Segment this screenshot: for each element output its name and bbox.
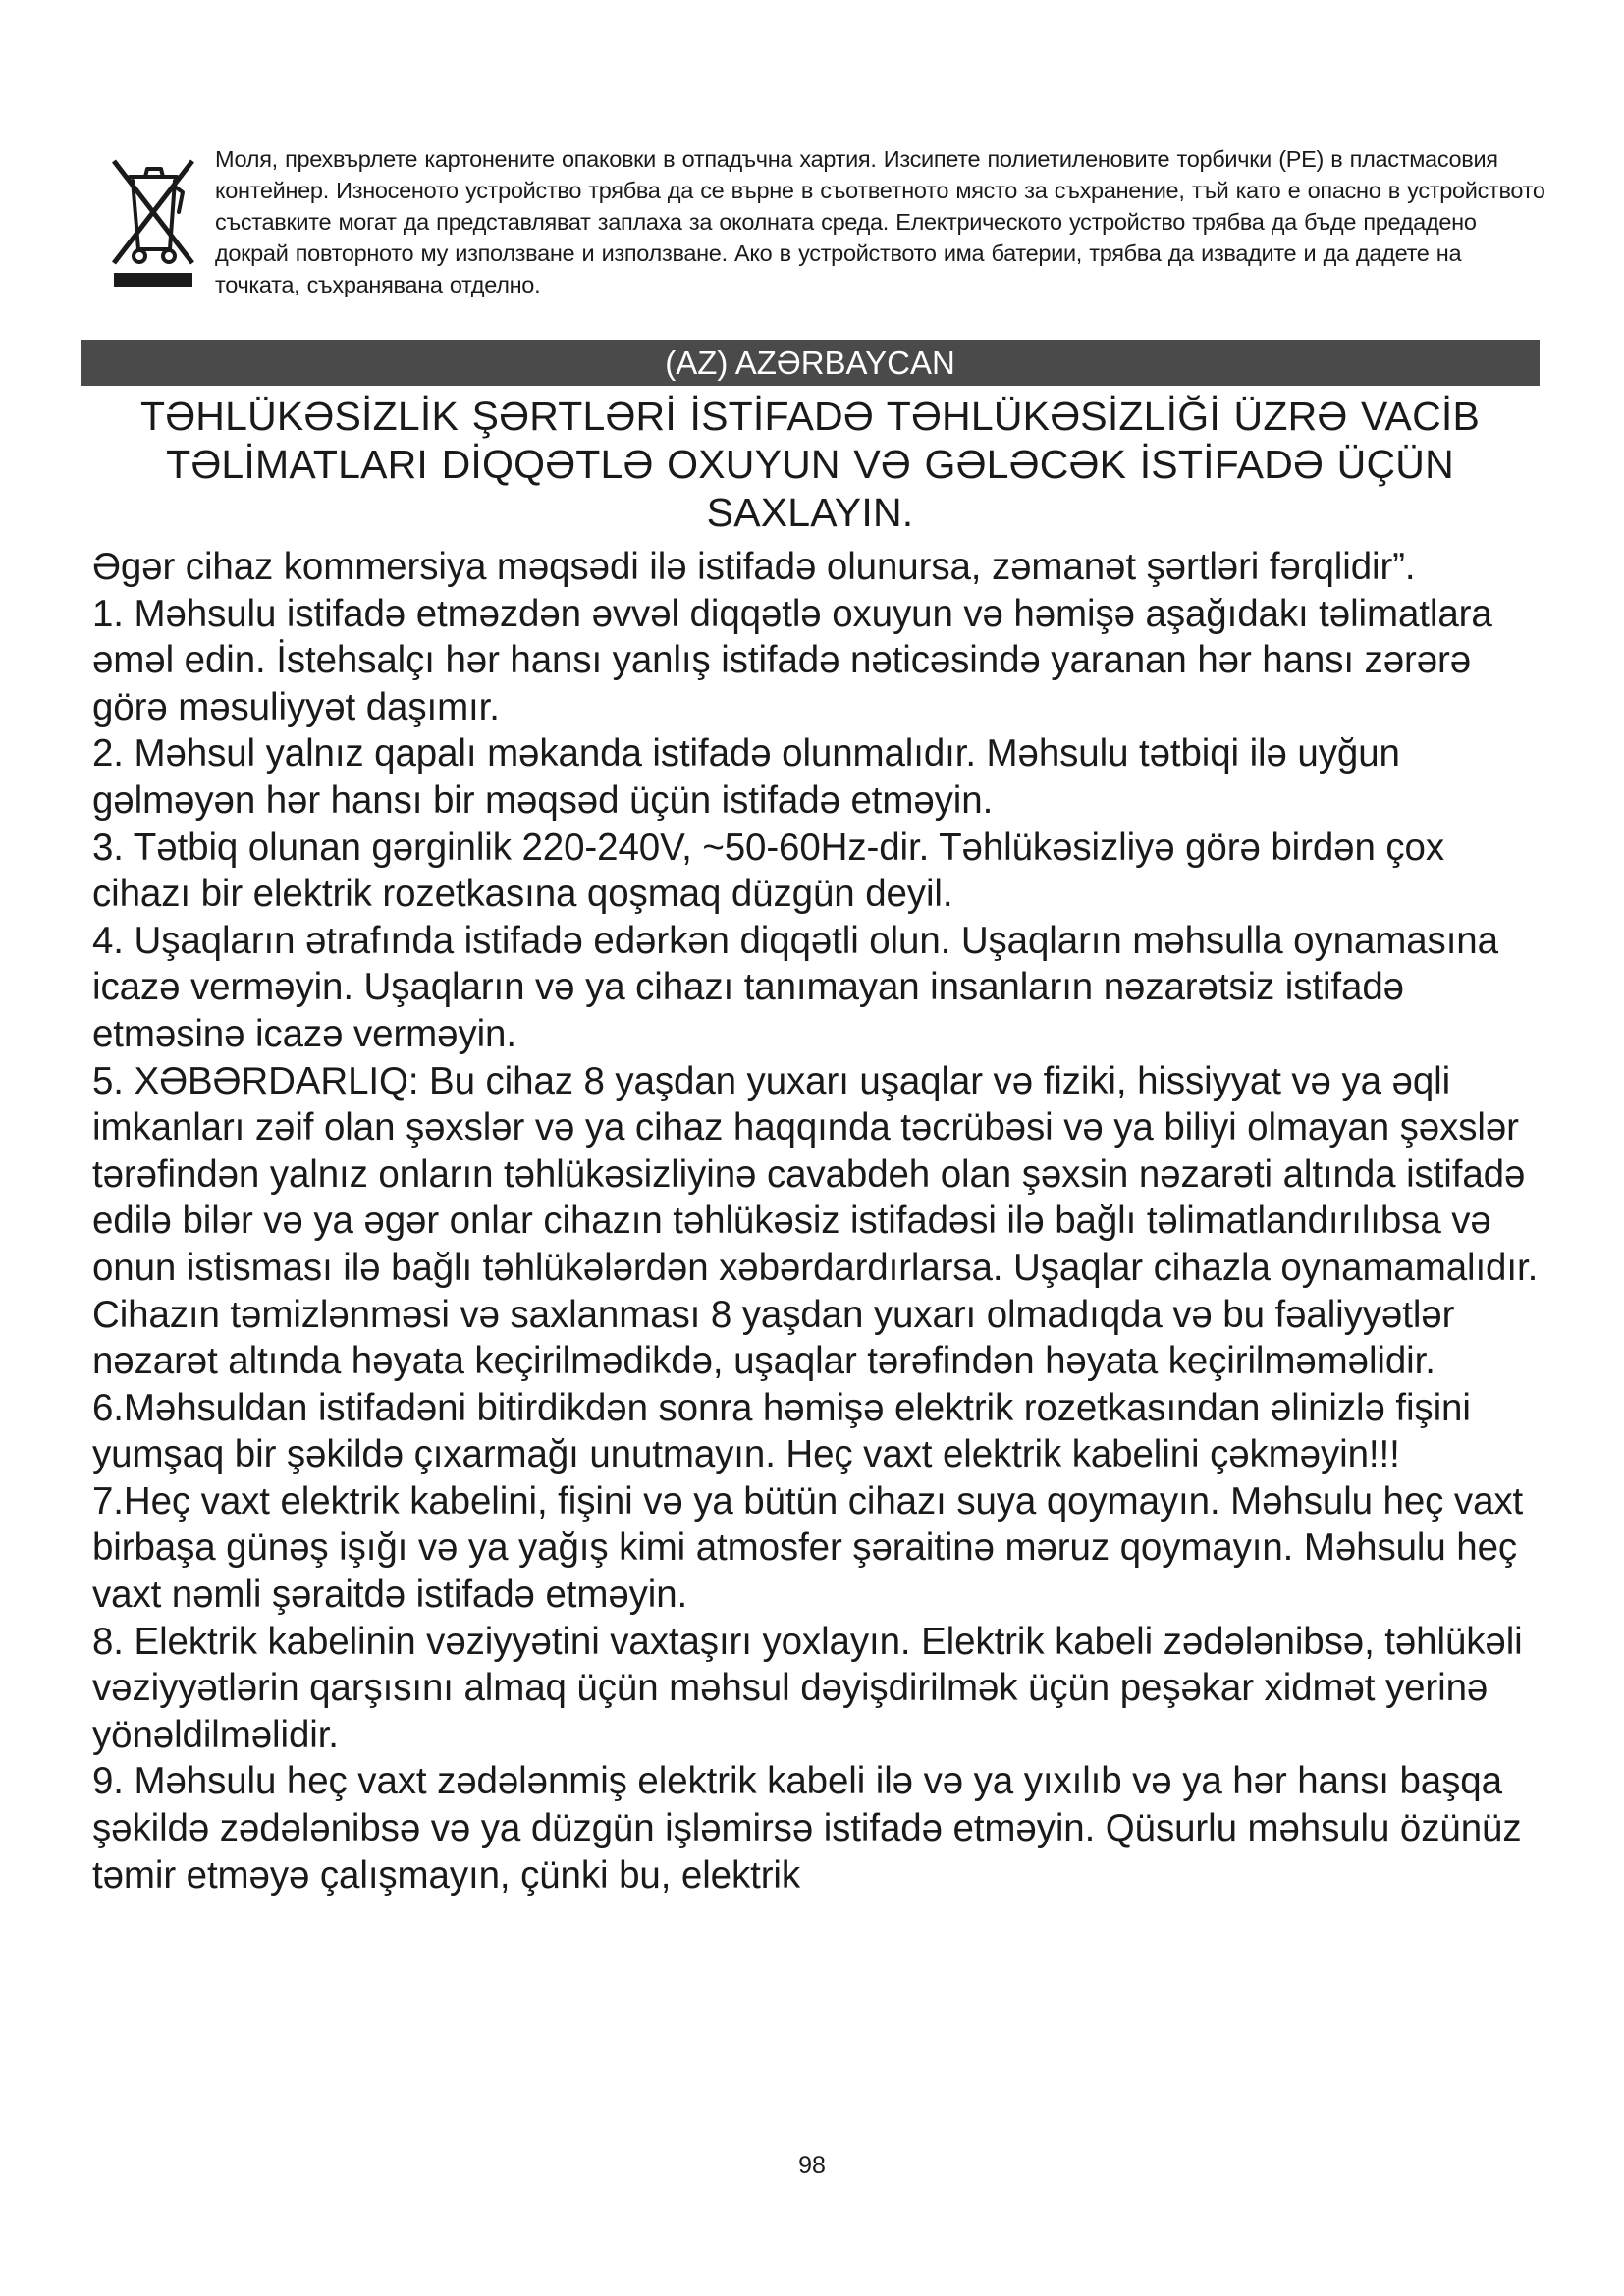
instruction-4: 4. Uşaqların ətrafında istifadə edərkən diqqətli olun. Uşaqların məhsulla oynamasına icazə verməyin. Uşaqların və ya cihazı tanımayan insanların nəzarətsiz istifadə etməsinə icazə verməyin.	[92, 919, 1498, 1055]
instruction-7: 7.Heç vaxt elektrik kabelini, fişini və ya bütün cihazı suya qoymayın. Məhsulu heç vaxt birbaşa günəş işığı və ya yağış kimi atmosfer şəraitinə məruz qoymayın. Məhsulu heç vaxt nəmli şəraitdə istifadə etməyin.	[92, 1479, 1524, 1617]
page-number: 98	[798, 2152, 826, 2179]
instruction-9: 9. Məhsulu heç vaxt zədələnmiş elektrik kabeli ilə və ya yıxılıb və ya hər hansı başqa şəkildə zədələnibsə və ya düzgün işləmirsə istifadə etməyin. Qüsurlu məhsulu özünüz təmir etməyə çalışmayın, çünki bu, elektrik	[92, 1760, 1522, 1896]
instruction-3: 3. Tətbiq olunan gərginlik 220-240V, ~50-60Hz-dir. Təhlükəsizliyə görə birdən çox cihazı bir elektrik rozetkasına qoşmaq düzgün deyil.	[92, 826, 1444, 916]
instruction-8: 8. Elektrik kabelinin vəziyyətini vaxtaşırı yoxlayın. Elektrik kabeli zədələnibsə, təhlükəli vəziyyətlərin qarşısını almaq üçün məhsul dəyişdirilmək üçün peşəkar xidmət yerinə yönəldilməlidir.	[92, 1620, 1523, 1756]
instruction-2: 2. Məhsul yalnız qapalı məkanda istifadə olunmalıdır. Məhsulu tətbiqi ilə uyğun gəlməyən hər hansı bir məqsəd üçün istifadə etməyin.	[92, 732, 1400, 822]
safety-instructions-body	[92, 544, 1545, 1898]
warranty-note: Əgər cihaz kommersiya məqsədi ilə istifadə olunursa, zəmanət şərtləri fərqlidir”.	[92, 546, 1416, 588]
recycling-notice-text: Моля, прехвърлете картонените опаковки в отпадъчна хартия. Изсипете полиетиленовите торбички (PE) в пластмасовия контейнер. Износеното устройство трябва да се върне в съответното място за съхранение, тъй като е опасно в устройството съставките могат да представляват заплаха за околната среда. Електрическото устройство трябва да бъде предадено докрай повторното му използване и използване. Ако в устройството има батерии, трябва да извадите и да дадете на точката, съхранявана отделно.	[215, 146, 1545, 297]
instruction-5-warning: 5. XƏBƏRDARLIQ: Bu cihaz 8 yaşdan yuxarı uşaqlar və fiziki, hissiyyat və ya əqli imkanları zəif olan şəxslər və ya cihaz haqqında təcrübəsi və ya biliyi olmayan şəxslər tərəfindən yalnız onların təhlükəsizliyinə cavabdeh olan şəxsin nəzarəti altında istifadə edilə bilər və ya əgər onlar cihazın təhlükəsiz istifadəsi ilə bağlı təlimatlandırılıbsa və onun istisması ilə bağlı təhlükələrdən xəbərdardırlarsa. Uşaqlar cihazla oynamamalıdır. Cihazın təmizlənməsi və saxlanması 8 yaşdan yuxarı olmadıqda və bu fəaliyyətlər nəzarət altında həyata keçirilmədikdə, uşaqlar tərəfindən həyata keçirilməməlidir.	[92, 1059, 1539, 1383]
safety-instructions-title: TƏHLÜKƏSİZLİK ŞƏRTLƏRİ İSTİFADƏ TƏHLÜKƏSİZLİĞİ ÜZRƏ VACİB TƏLİMATLARI DİQQƏTLƏ OXUYUN VƏ GƏLƏCƏK İSTİFADƏ ÜÇÜN SAXLAYIN.	[139, 394, 1481, 535]
language-section-banner: (AZ) AZƏRBAYCAN	[81, 340, 1540, 386]
crossed-out-wheelie-bin-icon	[108, 147, 196, 294]
instruction-1: 1. Məhsulu istifadə etməzdən əvvəl diqqətlə oxuyun və həmişə aşağıdakı təlimatlara əməl edin. İstehsalçı hər hansı yanlış istifadə nəticəsində yaranan hər hansı zərərə görə məsuliyyət daşımır.	[92, 592, 1492, 728]
instruction-6: 6.Məhsuldan istifadəni bitirdikdən sonra həmişə elektrik rozetkasından əlinizlə fişini yumşaq bir şəkildə çıxarmağı unutmayın. Heç vaxt elektrik kabelini çəkməyin!!!	[92, 1386, 1471, 1476]
